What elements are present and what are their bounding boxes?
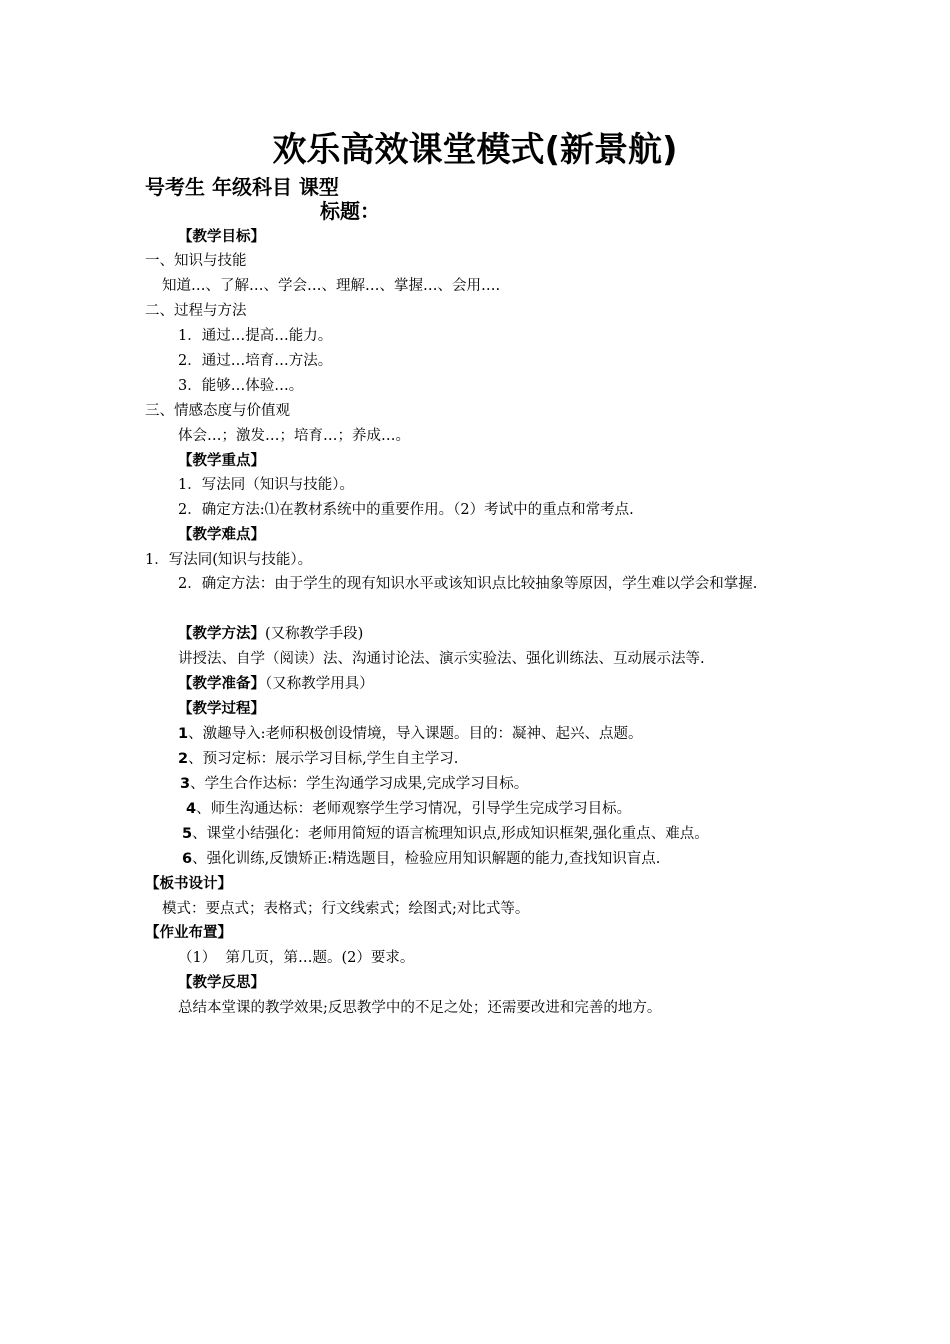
preparation-heading: 【教学准备】	[178, 676, 265, 692]
header-title-label: 标题：	[320, 199, 380, 223]
process-step-number: 2	[178, 751, 189, 767]
homework-text: （1） 第几页，第…题。(2）要求。	[178, 950, 415, 966]
process-step-number: 1	[178, 726, 189, 742]
difficulties-heading: 【教学难点】	[178, 527, 265, 543]
key-points-item: 1．写法同（知识与技能）。	[178, 477, 354, 493]
document-title: 欢乐高效课堂模式(新景航)	[272, 130, 678, 170]
methods-line	[178, 624, 363, 644]
process-step	[186, 799, 631, 819]
board-heading: 【板书设计】	[145, 876, 232, 892]
objectives-section-1: 一、知识与技能	[145, 253, 247, 269]
objectives-heading: 【教学目标】	[178, 229, 265, 245]
objectives-section-2-item: 1．通过…提高…能力。	[178, 328, 333, 344]
process-step	[178, 724, 642, 744]
objectives-section-3-text: 体会…；激发…；培育…；养成…。	[178, 428, 410, 444]
process-step-text: 、激趣导入:老师积极创设情境，导入课题。目的：凝神、起兴、点题。	[188, 726, 643, 742]
process-step-text: 、学生合作达标：学生沟通学习成果,完成学习目标。	[190, 776, 529, 792]
header-fields-line: 号考生 年级科目 课型	[145, 175, 339, 199]
homework-heading: 【作业布置】	[145, 925, 232, 941]
process-step-number: 4	[186, 801, 197, 817]
process-heading: 【教学过程】	[178, 701, 265, 717]
key-points-heading: 【教学重点】	[178, 453, 265, 469]
objectives-section-1-text: 知道…、了解…、学会…、理解…、掌握…、会用….	[162, 278, 501, 294]
reflection-heading: 【教学反思】	[178, 975, 265, 991]
objectives-section-2: 二、过程与方法	[145, 303, 247, 319]
preparation-line	[178, 674, 374, 694]
process-step	[182, 824, 709, 844]
methods-text: 讲授法、自学（阅读）法、沟通讨论法、演示实验法、强化训练法、互动展示法等.	[178, 651, 705, 667]
process-step-text: 、预习定标：展示学习目标,学生自主学习.	[188, 751, 459, 767]
preparation-note: （又称教学用具）	[265, 676, 374, 692]
process-step-text: 、课堂小结强化：老师用简短的语言梳理知识点,形成知识框架,强化重点、难点。	[192, 826, 709, 842]
reflection-text: 总结本堂课的教学效果;反思教学中的不足之处；还需要改进和完善的地方。	[178, 1000, 662, 1016]
process-step	[180, 774, 528, 794]
board-text: 模式：要点式；表格式；行文线索式；绘图式;对比式等。	[162, 901, 530, 917]
objectives-section-2-item: 3．能够…体验…。	[178, 378, 304, 394]
process-step-text: 、师生沟通达标：老师观察学生学习情况，引导学生完成学习目标。	[196, 801, 632, 817]
difficulties-item-2: 2．确定方法：由于学生的现有知识水平或该知识点比较抽象等原因，学生难以学会和掌握.	[178, 576, 758, 592]
process-step-number: 6	[182, 851, 193, 867]
objectives-section-3: 三、情感态度与价值观	[145, 403, 290, 419]
process-step	[178, 749, 458, 769]
difficulties-item-1: 1．写法同(知识与技能）。	[145, 552, 313, 568]
key-points-item: 2．确定方法:⑴在教材系统中的重要作用。（2）考试中的重点和常考点.	[178, 502, 634, 518]
methods-note: (又称教学手段)	[265, 626, 364, 642]
methods-heading: 【教学方法】	[178, 626, 265, 642]
objectives-section-2-item: 2．通过…培育…方法。	[178, 353, 333, 369]
process-step-number: 5	[182, 826, 193, 842]
process-step	[182, 849, 660, 869]
process-step-number: 3	[180, 776, 191, 792]
process-step-text: 、强化训练,反馈矫正:精选题目，检验应用知识解题的能力,查找知识盲点.	[192, 851, 661, 867]
